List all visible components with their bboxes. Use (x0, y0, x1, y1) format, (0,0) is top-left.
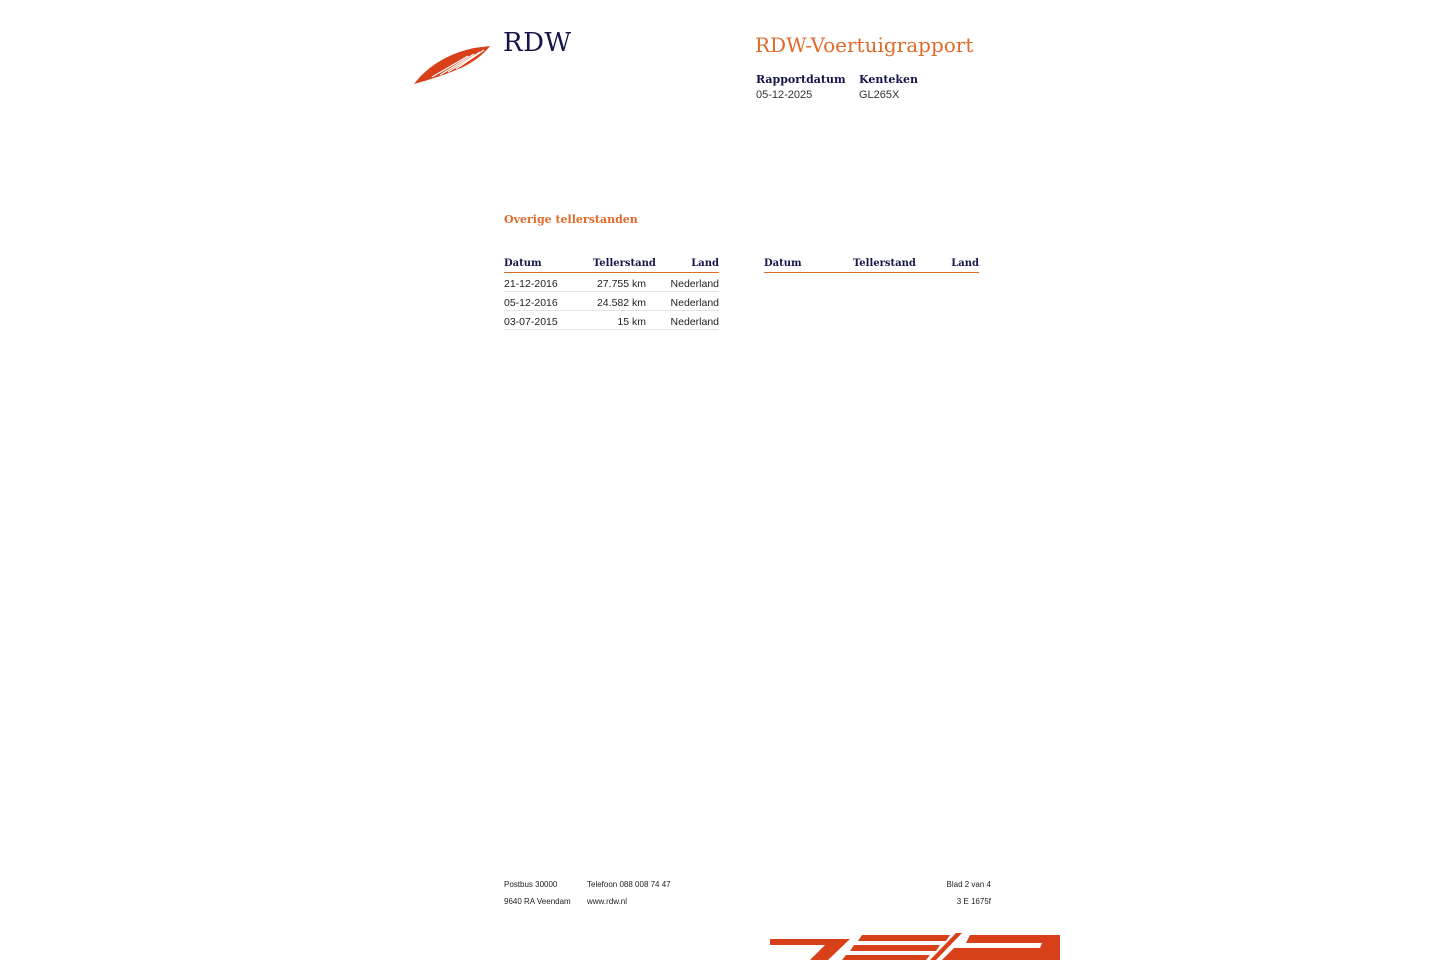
footer-address-line2: 9640 RA Veendam (504, 897, 571, 906)
row-country: Nederland (670, 278, 719, 290)
column-header-date: Datum (504, 258, 542, 269)
footer-phone: Telefoon 088 008 74 47 (587, 880, 671, 889)
brand-name: RDW (503, 28, 572, 58)
column-header-country: Land (691, 258, 719, 269)
table-header (504, 258, 719, 273)
odometer-table-right (764, 258, 979, 273)
footer-page-number: Blad 2 van 4 (946, 880, 991, 889)
row-date: 03-07-2015 (504, 316, 558, 328)
odometer-table-left (504, 258, 719, 330)
row-date: 05-12-2016 (504, 297, 558, 309)
table-row (504, 273, 719, 292)
section-title: Overige tellerstanden (504, 213, 638, 226)
row-country: Nederland (670, 297, 719, 309)
footer-address-line1: Postbus 30000 (504, 880, 558, 889)
table-header (764, 258, 979, 273)
column-header-date: Datum (764, 258, 802, 269)
decorative-stripes (770, 933, 1060, 960)
row-country: Nederland (670, 316, 719, 328)
report-date-value: 05-12-2025 (756, 89, 813, 101)
report-title: RDW-Voertuigrapport (755, 33, 974, 57)
report-date-label: Rapportdatum (756, 73, 846, 86)
plate-value: GL265X (859, 89, 900, 101)
table-row (504, 311, 719, 330)
column-header-reading: Tellerstand (593, 258, 656, 269)
rdw-feather-logo (412, 44, 492, 86)
row-reading: 27.755 km (596, 278, 646, 290)
footer-website: www.rdw.nl (587, 897, 628, 906)
table-row (504, 292, 719, 311)
column-header-country: Land (951, 258, 979, 269)
plate-label: Kenteken (859, 73, 919, 86)
row-reading: 15 km (617, 316, 646, 328)
row-reading: 24.582 km (596, 297, 646, 309)
column-header-reading: Tellerstand (853, 258, 916, 269)
footer-document-code: 3 E 1675f (956, 897, 991, 906)
row-date: 21-12-2016 (504, 278, 558, 290)
